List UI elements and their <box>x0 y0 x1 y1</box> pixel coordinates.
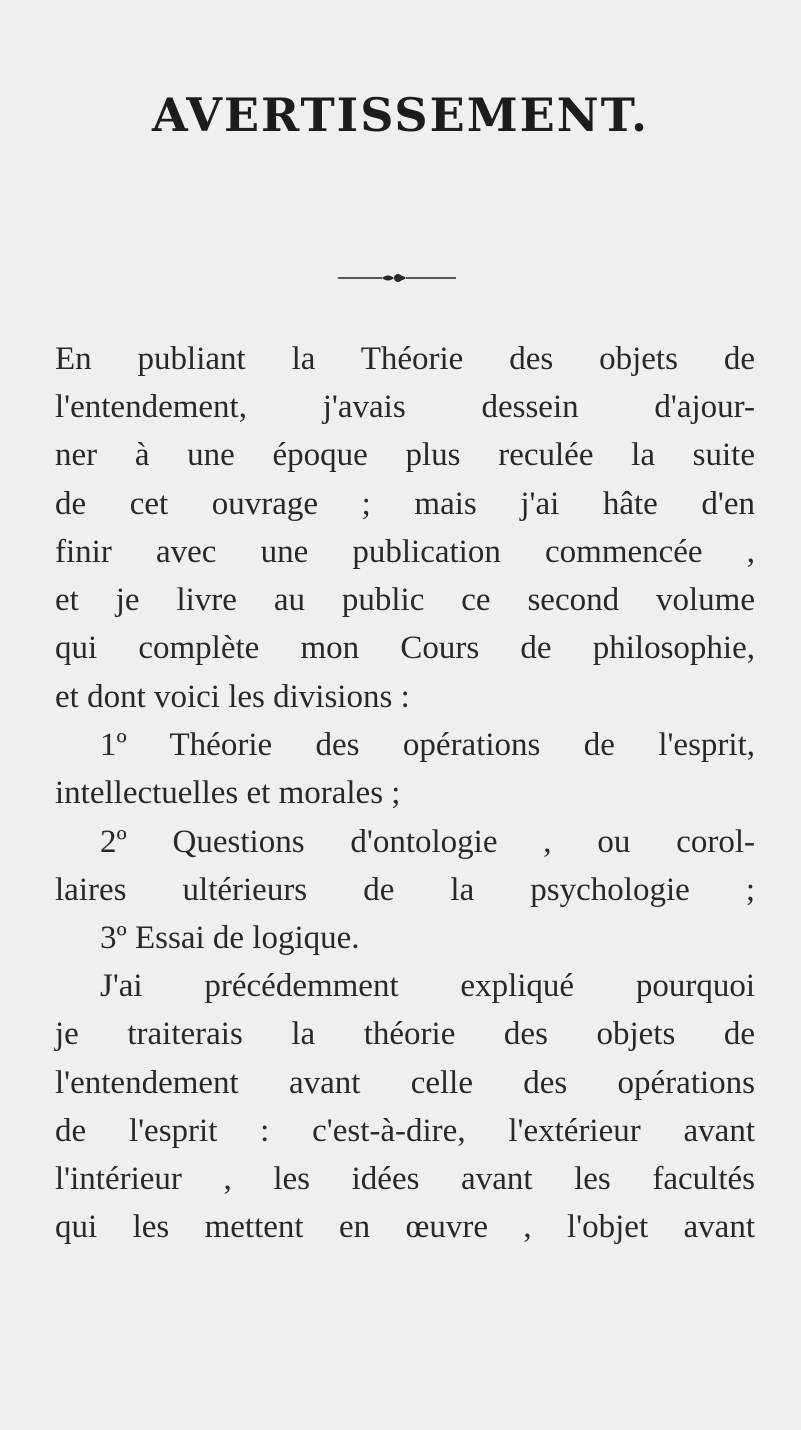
text-line: et je livre au public ce second volume <box>55 582 755 618</box>
text-line: ner à une époque plus reculée la suite <box>55 437 755 473</box>
text-line: l'entendement avant celle des opérations <box>55 1065 755 1101</box>
text-line: l'entendement, j'avais dessein d'ajour- <box>55 389 755 425</box>
text-line: intellectuelles et morales ; <box>55 775 401 811</box>
text-line: 2º Questions d'ontologie , ou corol- <box>100 824 755 860</box>
text-line: qui les mettent en œuvre , l'objet avant <box>55 1209 755 1245</box>
text-line: de l'esprit : c'est-à-dire, l'extérieur avant <box>55 1113 755 1149</box>
text-line: et dont voici les divisions : <box>55 679 410 715</box>
ornament-rule-icon <box>338 271 456 285</box>
page-title: AVERTISSEMENT. <box>151 88 650 142</box>
text-line: 3º Essai de logique. <box>100 920 360 956</box>
text-line: l'intérieur , les idées avant les facultés <box>55 1161 755 1197</box>
text-line: J'ai précédemment expliqué pourquoi <box>100 968 755 1004</box>
text-line: je traiterais la théorie des objets de <box>55 1016 755 1052</box>
text-line: En publiant la Théorie des objets de <box>55 341 755 377</box>
text-line: 1º Théorie des opérations de l'esprit, <box>100 727 755 763</box>
text-line: de cet ouvrage ; mais j'ai hâte d'en <box>55 486 755 522</box>
text-line: qui complète mon Cours de philosophie, <box>55 630 755 666</box>
text-line: laires ultérieurs de la psychologie ; <box>55 872 755 908</box>
text-line: finir avec une publication commencée , <box>55 534 755 570</box>
